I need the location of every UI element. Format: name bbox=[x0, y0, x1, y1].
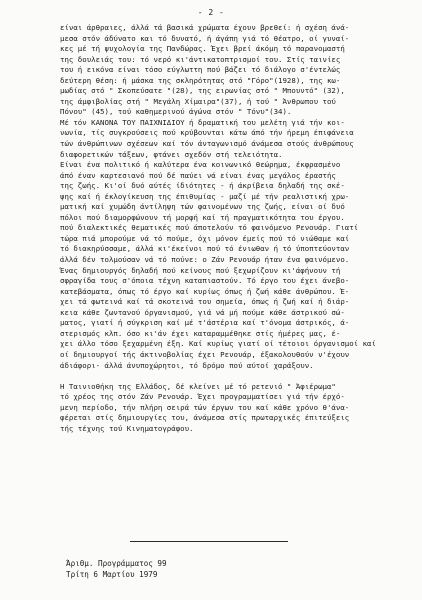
text-line: μενη περίοδο, τήν πλήρη σειρά τών έργων του καί κάθε χρόνο θ'άνα- bbox=[60, 402, 350, 412]
text-line: δεύτερη θέση: ή μάσκα της σκληρότητας στό "Γόρο"(1928), της κω- bbox=[60, 75, 341, 85]
body-text bbox=[60, 23, 390, 434]
text-line: Είναι ένα πολιτικό ή καλύτερα ένα κοινωνικό θεώρημα, έκφρασμένο bbox=[60, 160, 341, 170]
text-line: νωνία, τίς συγκρούσεις πού κρύβουνται κάτω άπό τήν ήρεμη έπιφάνεια bbox=[60, 128, 354, 138]
program-date: Τρίτη 6 Μαρτίου 1979 bbox=[66, 570, 158, 579]
page-number: - 2 - bbox=[197, 8, 225, 17]
text-line: χει άλλο τόσο ξεχαρμένη έξη. Καί κυρίως γιατί οί τέτοιοι όργανισμοί καί bbox=[60, 339, 376, 349]
text-line: στερισμός κλπ. όσο κι'άν έχει καταραμμέθηκε στίς ήμέρες μας, έ- bbox=[60, 328, 341, 338]
text-line: της ζωής. Κι'οί δυό αύτές ίδιότητες - ή άκρίβεια δηλαδή της σκέ- bbox=[60, 181, 345, 191]
text-line: μωδίας στό " Σκοπεύσατε "(28), της ειρωνίας στό " Μπουντό" (32), bbox=[60, 86, 345, 96]
text-line: Μέ τόν ΚΑΝΟΝΑ ΤΟΥ ΠΑΙΧΝΙΔΙΟΥ ή δραματική του μελέτη γιά τήν κοι- bbox=[60, 117, 345, 127]
footer bbox=[66, 558, 266, 580]
text-line: τώρα πιά μπορούμε νά τό πούμε, όχι μόνον έμείς πού τό νιώθαμε καί bbox=[60, 233, 350, 243]
text-line: διαφορετικών τάξεων, φτάνει σχεδόν στή τελειότητα. bbox=[60, 149, 283, 159]
text-line: μεσα στόν άδύνατο και τό δυνατό, ή άγάπη γιά τό θέατρο, οί γυναί- bbox=[60, 33, 350, 43]
text-line: σφραγίδα τους σ'όποια τέχνη καταπιαστούν. Τό έργο του έχει άνεβο- bbox=[60, 276, 350, 286]
text-line: κατεβάσματα, όπως τό έργο καί κυρίως όπως ή ζωή κάθε άνθρώπου. Έ- bbox=[60, 286, 350, 296]
text-line: άλλά δέν τολμούσαν νά τό πούνε: ο Ζάν Ρενουάρ ήταν ένα φαινόμενο. bbox=[60, 255, 350, 265]
text-line bbox=[60, 371, 390, 382]
text-line: ματική καί χυμώδη άντίληψη τών φαινομένων της ζωής, είναι οί δυό bbox=[60, 202, 345, 212]
text-line: κες μέ τή ψυχολογία της Πανδώρας. Έχει βρεί άκόμη τό παρανομαστή bbox=[60, 44, 345, 54]
text-line: τής τέχνης τού Κινηματογράφου. bbox=[60, 423, 194, 433]
text-line: τών άνθρώπινων σχέσεων καί τόν άνταγωνισμό άνάμεσα στούς άνθρώπους bbox=[60, 139, 354, 149]
text-line: οί δημιουργοί τής άκτινοβολίας έχει Ρενουάρ, έξακολουθούν ν'έχουν bbox=[60, 349, 350, 359]
text-line: της άμφιβολίας στή " Μεγάλη Χίμαιρα"(37), ή τού " Άνθρωπου τού bbox=[60, 96, 336, 106]
text-line: χει τά φωτεινά καί τά σκοτεινά του σημεία, όπως ή ζωή καί ή διάρ- bbox=[60, 297, 350, 307]
text-line: τό χρέος της στόν Ζάν Ρενουάρ. Έχει προγραμματίσει γιά τήν έρχό- bbox=[60, 392, 345, 402]
text-line: τό διακηρύσσαμε, άλλά κι'έκείνοι πού τό ένιωθαν ή τό ύποπτεύονταν bbox=[60, 244, 350, 254]
text-line: Η Ταινιοθήκη της Ελλάδος, δέ κλείνει μέ τό ρετενιό " Άφιέρωμα" bbox=[60, 381, 336, 391]
text-line: πόλοι πού διαμορφώνουν τή μορφή καί τή πραγματικότητα του έργου. bbox=[60, 212, 345, 222]
text-line: άδιάφορι- άλλά άνυποχώρητοι, τό δρόμο πού αύτοί χαράξουν. bbox=[60, 360, 314, 370]
text-line: κεια κάθε ζωντανού όργανισμού, γιά νά μή πούμε κάθε άστρικού σώ- bbox=[60, 307, 345, 317]
text-line: της δουλειάς του: τό νερό κι'άντικατοπτρισμοί του. Στίς ταινίες bbox=[60, 54, 341, 64]
text-line: του ή εικόνα είναι τόσο εύγλωττη πού βάζει τό διάλογο σ'έντελώς bbox=[60, 65, 341, 75]
text-line: ψης καί ή έκλογίκευση της έπιθυμίας - μαζί μέ τήν ρεαλιστική χρω- bbox=[60, 191, 350, 201]
text-line: φέρεται στίς δημιουργίες του, άνάμεσα στίς πρωταρχικές έπιτεύξεις bbox=[60, 413, 350, 423]
text-line: πού διαλεκτικές θεματικές πού άποτελούν τό φαινόμενο Ρενουάρ. Γιατί bbox=[60, 223, 359, 233]
separator-rule bbox=[130, 541, 288, 542]
text-line: Ένας δημιουργός δηλαδή πού κείνους πού ξεχωρίζουν κι'άφήνουν τή bbox=[60, 265, 341, 275]
text-line: άπό έναν καρτεσιανό πού δέ παύει νά είναι ένας μεγάλος έραστής bbox=[60, 170, 336, 180]
program-number: Άριθμ. Προγράμματος 99 bbox=[66, 559, 167, 568]
text-line: ματος, γιατί ή σύγκριση καί μέ τ'άστέρια καί τ'όνομα άστρικός, ά- bbox=[60, 318, 350, 328]
text-line: είναι άρθραιες, άλλά τά βασικά χρώματα έχουν βρεθεί: ή σχέση άνά- bbox=[60, 23, 350, 32]
text-line: Πόνου" (45), τού καθημερινού άγώνα στόν " Τόνυ"(34). bbox=[60, 107, 292, 117]
